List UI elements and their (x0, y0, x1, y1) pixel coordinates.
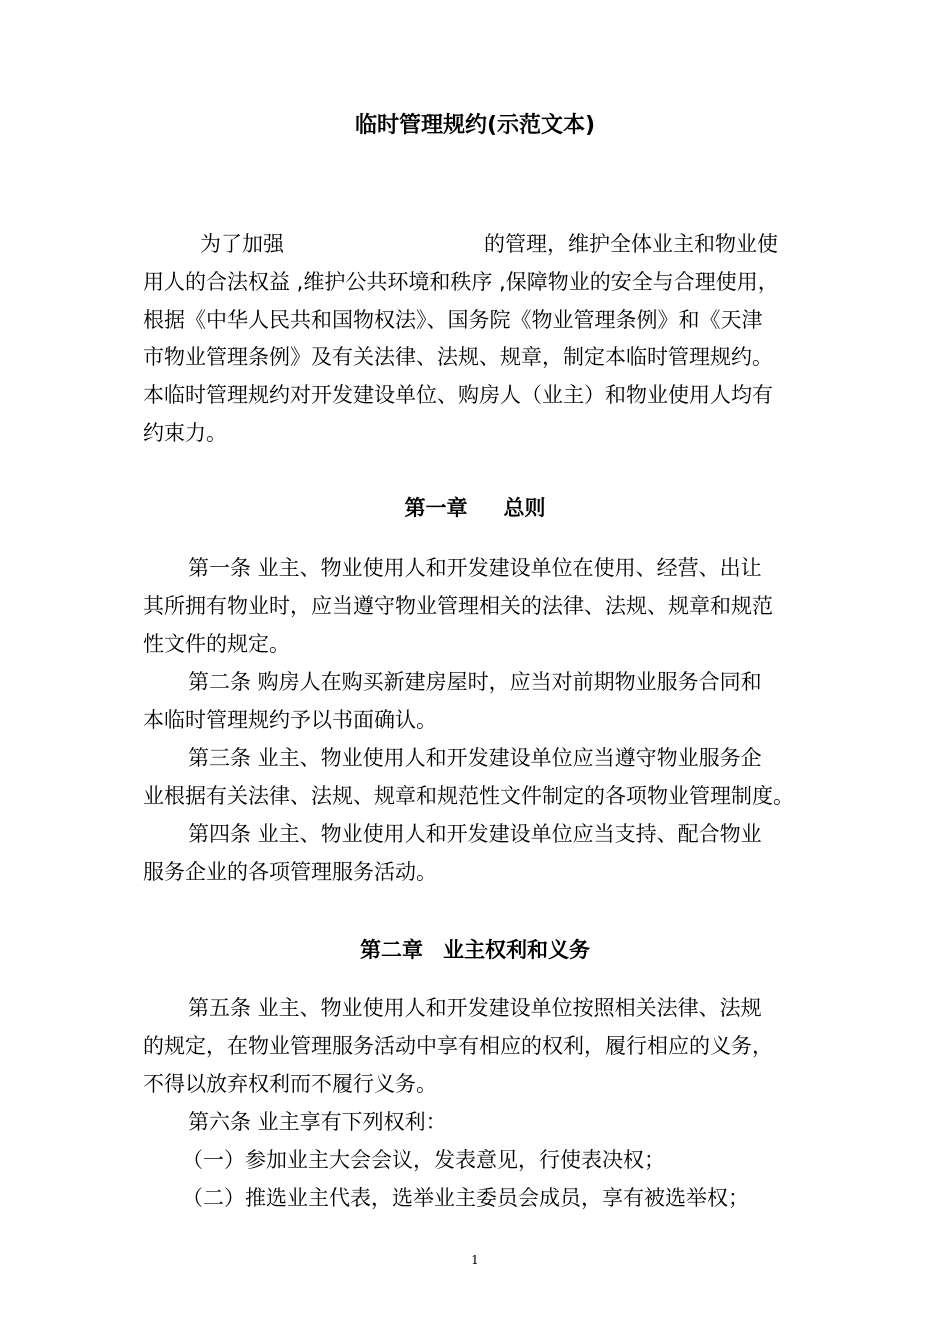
article-3 (143, 740, 809, 816)
article-line: 本临时管理规约予以书面确认。 (143, 707, 437, 732)
article-line: 其所拥有物业时，应当遵守物业管理相关的法律、法规、规章和规范 (143, 593, 773, 618)
article-2 (143, 664, 809, 740)
article-1 (143, 550, 809, 663)
article-6 (143, 1104, 809, 1142)
chapter-1-name: 总则 (503, 496, 546, 520)
chapter-2-number: 第二章 (360, 938, 423, 962)
article-line: 第三条 业主、物业使用人和开发建设单位应当遵守物业服务企 (188, 746, 762, 770)
intro-line: 本临时管理规约对开发建设单位、购房人（业主）和物业使用人均有 (143, 383, 773, 408)
list-item: （二）推选业主代表，选举业主委员会成员，享有被选举权； (182, 1186, 749, 1210)
chapter-2-name: 业主权利和义务 (443, 938, 590, 962)
intro-line-1 (143, 226, 809, 264)
intro-lead: 为了加强 (200, 232, 284, 256)
article-line: 第六条 业主享有下列权利： (188, 1110, 447, 1134)
article-line: 不得以放弃权利而不履行义务。 (143, 1071, 437, 1096)
article-line: 服务企业的各项管理服务活动。 (143, 859, 437, 884)
article-line: 第一条 业主、物业使用人和开发建设单位在使用、经营、出让 (188, 556, 762, 580)
article-5 (143, 990, 809, 1103)
article-line: 第二条 购房人在购买新建房屋时，应当对前期物业服务合同和 (188, 670, 762, 694)
intro-line: 根据《中华人民共和国物权法》、国务院《物业管理条例》和《天津 (143, 307, 763, 332)
list-item: （一）参加业主大会会议，发表意见，行使表决权； (182, 1148, 665, 1172)
article-line: 业根据有关法律、法规、规章和规范性文件制定的各项物业管理制度。 (143, 783, 794, 808)
intro-line: 市物业管理条例》及有关法律、法规、规章，制定本临时管理规约。 (143, 345, 773, 370)
chapter-1-number: 第一章 (404, 496, 468, 520)
document-title: 临时管理规约(示范文本) (354, 113, 596, 138)
article-line: 第四条 业主、物业使用人和开发建设单位应当支持、配合物业 (188, 822, 762, 846)
article-line: 性文件的规定。 (143, 631, 290, 656)
intro-after-blank: 的管理，维护全体业主和物业使 (484, 232, 778, 256)
intro-line: 用人的合法权益 ,维护公共环境和秩序 ,保障物业的安全与合理使用， (143, 269, 779, 294)
intro-paragraph (143, 226, 809, 453)
article-line: 的规定，在物业管理服务活动中享有相应的权利，履行相应的义务， (143, 1033, 773, 1058)
intro-line: 约束力。 (143, 420, 227, 445)
chapter-1-heading (0, 492, 950, 524)
article-line: 第五条 业主、物业使用人和开发建设单位按照相关法律、法规 (188, 996, 762, 1020)
article-4 (143, 816, 809, 892)
page-number: 1 (471, 1253, 479, 1267)
chapter-2-heading (0, 934, 950, 966)
